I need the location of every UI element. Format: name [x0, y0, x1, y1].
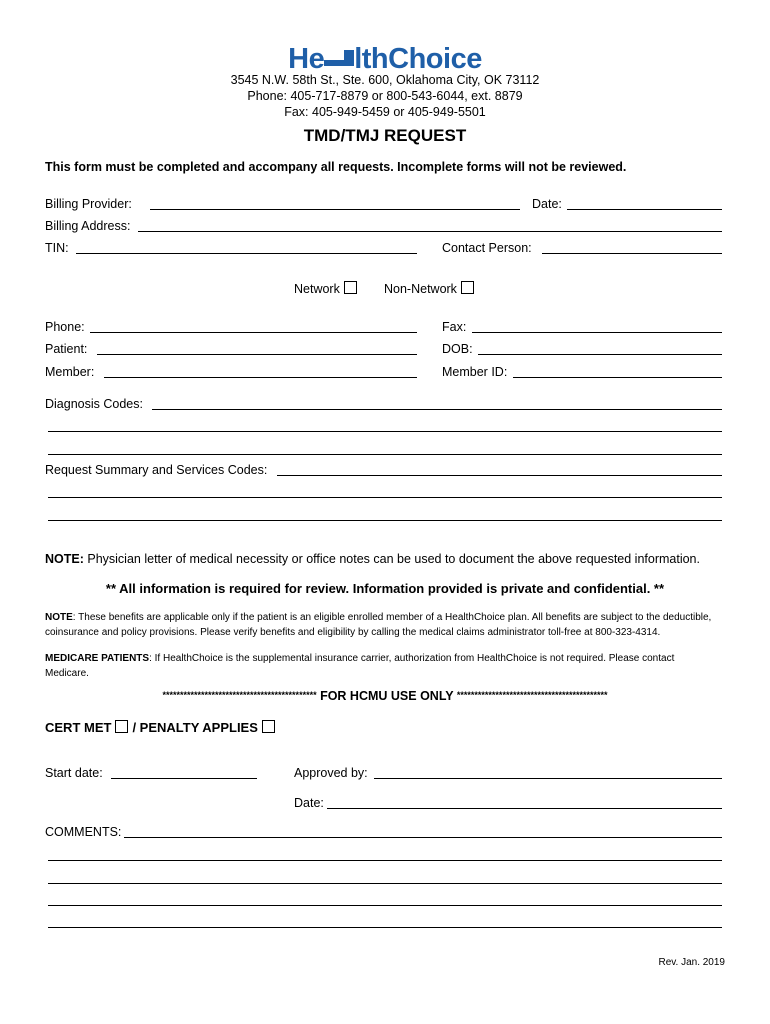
dob-label: DOB: [442, 342, 473, 356]
comments-label: COMMENTS: [45, 825, 122, 839]
comments-line-4[interactable] [48, 905, 722, 906]
note-label: NOTE: [45, 552, 84, 566]
medicare-label: MEDICARE PATIENTS [45, 653, 150, 664]
member-field[interactable] [104, 377, 417, 378]
request-summary-line-3[interactable] [48, 520, 722, 521]
member-id-field[interactable] [513, 377, 722, 378]
diagnosis-codes-label: Diagnosis Codes: [45, 397, 143, 411]
start-date-label: Start date: [45, 766, 103, 780]
medicare-line1: : If HealthChoice is the supplemental insurance carrier, authorization from HealthChoice is not required. Please contact [149, 653, 675, 664]
request-summary-line-2[interactable] [48, 497, 722, 498]
diagnosis-codes-field[interactable] [152, 409, 722, 410]
date-label: Date: [532, 197, 562, 211]
diagnosis-codes-line-2[interactable] [48, 431, 722, 432]
phone-label: Phone: [45, 320, 85, 334]
logo-text-part2: lthChoice [354, 43, 482, 75]
penalty-applies-checkbox[interactable] [262, 720, 275, 733]
tin-label: TIN: [45, 241, 69, 255]
approved-by-label: Approved by: [294, 766, 368, 780]
comments-line-3[interactable] [48, 883, 722, 884]
diagnosis-codes-line-3[interactable] [48, 454, 722, 455]
benefits-note-label: NOTE [45, 612, 73, 623]
hcmu-stars-left: ******************************************** [162, 690, 317, 700]
note-text: Physician letter of medical necessity or office notes can be used to document the above requested information. [83, 552, 700, 566]
network-option [294, 281, 357, 297]
hcmu-use-only-banner [0, 689, 770, 703]
required-notice: ** All information is required for review. Information provided is private and confidential. ** [105, 581, 665, 596]
office-date-field[interactable] [327, 808, 722, 809]
tin-field[interactable] [76, 253, 417, 254]
instructions-text: This form must be completed and accompany all requests. Incomplete forms will not be reviewed. [45, 160, 627, 174]
phone-field[interactable] [90, 332, 417, 333]
request-summary-field[interactable] [277, 475, 722, 476]
comments-field[interactable] [124, 837, 722, 838]
fax-label: Fax: [442, 320, 467, 334]
network-label: Network [294, 282, 340, 296]
cert-met-checkbox[interactable] [115, 720, 128, 733]
logo-text-part1: He [288, 43, 325, 75]
oklahoma-map-icon [324, 48, 354, 70]
penalty-label: / PENALTY APPLIES [132, 720, 258, 735]
billing-provider-field[interactable] [150, 209, 520, 210]
patient-field[interactable] [97, 354, 417, 355]
billing-provider-label: Billing Provider: [45, 197, 132, 211]
hcmu-stars-right: ******************************************* [456, 690, 608, 700]
non-network-label: Non-Network [384, 282, 457, 296]
contact-person-field[interactable] [542, 253, 722, 254]
member-id-label: Member ID: [442, 365, 508, 379]
contact-person-label: Contact Person: [442, 241, 532, 255]
benefits-note [45, 610, 735, 640]
comments-line-2[interactable] [48, 860, 722, 861]
non-network-checkbox[interactable] [461, 281, 474, 294]
fax-line: Fax: 405-949-5459 or 405-949-5501 [284, 105, 486, 119]
comments-line-5[interactable] [48, 927, 722, 928]
billing-address-label: Billing Address: [45, 219, 131, 233]
hcmu-label: FOR HCMU USE ONLY [320, 689, 454, 703]
cert-met-row [45, 720, 275, 735]
benefits-note-line1: : These benefits are applicable only if the patient is an eligible enrolled member of a HealthChoice plan. All benefits are subject to the deductible, [72, 612, 712, 623]
form-title: TMD/TMJ REQUEST [303, 126, 467, 145]
non-network-option [384, 281, 474, 297]
date-field[interactable] [567, 209, 722, 210]
start-date-field[interactable] [111, 778, 257, 779]
request-summary-label: Request Summary and Services Codes: [45, 463, 268, 477]
medicare-note [45, 651, 735, 681]
patient-label: Patient: [45, 342, 88, 356]
physician-note [45, 552, 700, 567]
fax-field[interactable] [472, 332, 722, 333]
approved-by-field[interactable] [374, 778, 722, 779]
member-label: Member: [45, 365, 95, 379]
office-date-label: Date: [294, 796, 324, 810]
benefits-note-line2: coinsurance and policy provisions. Please verify benefits and eligibility by calling the medical claims administrator toll-free at 800-323-4314. [45, 627, 661, 638]
phone-line: Phone: 405-717-8879 or 800-543-6044, ext. 8879 [247, 89, 523, 103]
dob-field[interactable] [478, 354, 722, 355]
address-line: 3545 N.W. 58th St., Ste. 600, Oklahoma City, OK 73112 [230, 73, 540, 87]
billing-address-field[interactable] [138, 231, 722, 232]
cert-met-label: CERT MET [45, 720, 112, 735]
revision-date: Rev. Jan. 2019 [658, 957, 725, 968]
healthchoice-logo [0, 42, 770, 76]
medicare-line2: Medicare. [45, 668, 89, 679]
network-checkbox[interactable] [344, 281, 357, 294]
